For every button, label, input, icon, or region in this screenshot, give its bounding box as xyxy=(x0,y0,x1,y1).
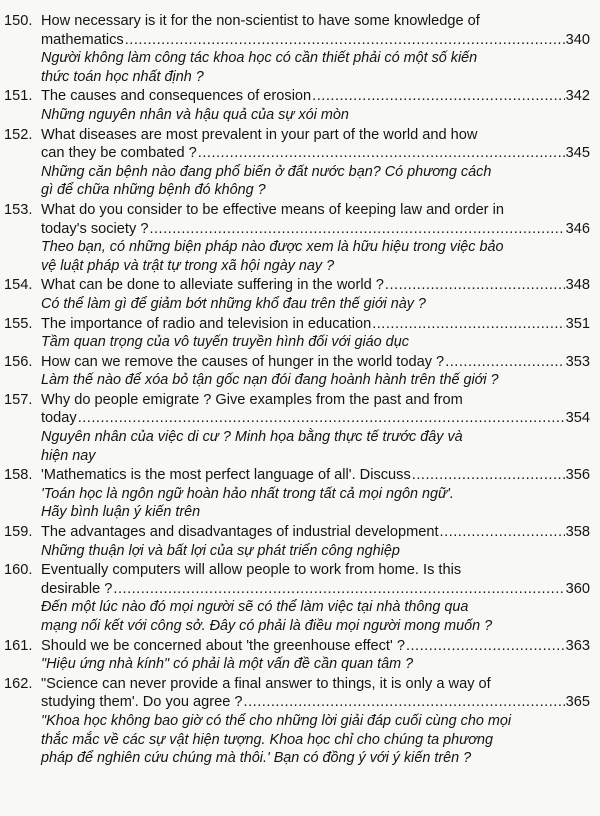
entry-title-text: today's society ? xyxy=(41,220,149,237)
toc-entry xyxy=(4,201,590,275)
entry-title-line xyxy=(4,201,590,220)
entry-translation: Đến một lúc nào đó mọi người sẽ có thể làm việc tại nhà thông qua xyxy=(41,599,469,616)
entry-title-text: How can we remove the causes of hunger in the world today ? xyxy=(41,353,445,370)
dot-leader xyxy=(125,31,565,50)
dot-leader xyxy=(78,409,565,428)
page-number: 351 xyxy=(565,315,590,332)
page-number: 346 xyxy=(565,220,590,237)
dot-leader xyxy=(372,315,564,334)
toc-entry xyxy=(4,561,590,635)
toc-entry xyxy=(4,276,590,313)
dot-leader xyxy=(412,466,565,485)
entry-title-text: Why do people emigrate ? Give examples from the past and from xyxy=(41,391,463,408)
dot-leader xyxy=(406,637,565,656)
entry-title-text: can they be combated ? xyxy=(41,145,197,162)
entry-translation: Người không làm công tác khoa học có cần thiết phải có một số kiến xyxy=(41,50,478,67)
entry-title-line xyxy=(4,675,590,694)
entry-translation: vệ luật pháp và trật tự trong xã hội ngày nay ? xyxy=(41,257,335,274)
entry-title-text: How necessary is it for the non-scientist to have some knowledge of xyxy=(41,13,480,29)
entry-translation: Những căn bệnh nào đang phổ biến ở đất nước bạn? Có phương cách xyxy=(41,163,492,180)
toc-entry xyxy=(4,675,590,768)
dot-leader xyxy=(440,523,565,542)
entry-title-last-line xyxy=(4,693,590,712)
entry-title-last-line xyxy=(4,580,590,599)
entry-number: 156. xyxy=(4,353,33,370)
page-number: 345 xyxy=(565,145,590,162)
entry-title-text: The importance of radio and television in education xyxy=(41,315,372,332)
entry-number: 150. xyxy=(4,13,33,29)
entry-translation: Theo bạn, có những biện pháp nào được xem là hữu hiệu trong việc bảo xyxy=(41,239,504,256)
entry-title-text: The causes and consequences of erosion xyxy=(41,88,312,105)
entry-title-last-line xyxy=(4,353,590,372)
entry-title-last-line xyxy=(4,276,590,295)
entry-title-last-line xyxy=(4,409,590,428)
page-number: 342 xyxy=(565,88,590,105)
entry-translation: Làm thế nào để xóa bỏ tận gốc nạn đói đang hoành hành trên thế giới ? xyxy=(41,372,499,389)
entry-title-last-line xyxy=(4,87,590,106)
toc-entry xyxy=(4,637,590,674)
page-number: 340 xyxy=(565,31,590,48)
entry-translation: Nguyên nhân của việc di cư ? Minh họa bằng thực tế trước đây và xyxy=(41,429,463,446)
dot-leader xyxy=(385,276,565,295)
entry-number: 154. xyxy=(4,277,33,294)
page-number: 365 xyxy=(565,694,590,711)
entry-title-last-line xyxy=(4,144,590,163)
entry-title-last-line xyxy=(4,31,590,50)
dot-leader xyxy=(312,87,564,106)
entry-number: 162. xyxy=(4,675,33,692)
entry-translation: Những nguyên nhân và hậu quả của sự xói mòn xyxy=(41,106,349,123)
entry-number: 157. xyxy=(4,391,33,408)
entry-translation: mạng nối kết với công sở. Đây có phải là điều mọi người mong muốn ? xyxy=(41,618,493,634)
entry-title-line xyxy=(4,561,590,580)
entry-number: 158. xyxy=(4,467,33,484)
entry-title-text: What do you consider to be effective means of keeping law and order in xyxy=(41,201,504,218)
entry-title-text: Should we be concerned about 'the greenhouse effect' ? xyxy=(41,637,405,654)
entry-translation: hiện nay xyxy=(41,447,96,464)
toc-entry xyxy=(4,523,590,560)
toc-entry xyxy=(4,391,590,465)
dot-leader xyxy=(198,144,565,163)
entry-translation: thắc mắc về các sự vật hiện tượng. Khoa học chỉ cho chúng ta phương xyxy=(41,731,493,748)
entry-title-text: 'Mathematics is the most perfect language of all'. Discuss xyxy=(41,467,411,484)
entry-translation: Tầm quan trọng của vô tuyến truyền hình đối với giáo dục xyxy=(41,334,409,351)
entry-title-text: The advantages and disadvantages of industrial development xyxy=(41,524,439,541)
entry-translation: 'Toán học là ngôn ngữ hoàn hảo nhất trong tất cả mọi ngôn ngữ'. xyxy=(41,485,454,502)
toc-entry xyxy=(4,126,590,200)
toc-entry xyxy=(4,353,590,390)
entry-number: 151. xyxy=(4,88,33,105)
toc-entry xyxy=(4,466,590,522)
page-number: 360 xyxy=(565,580,590,597)
dot-leader xyxy=(244,693,565,712)
entry-title-text: "Science can never provide a final answer to things, it is only a way of xyxy=(41,675,491,692)
entry-translation: "Hiệu ứng nhà kính" có phải là một vấn đề cần quan tâm ? xyxy=(41,656,414,673)
entry-title-last-line xyxy=(4,637,590,656)
dot-leader xyxy=(445,353,564,372)
dot-leader xyxy=(149,220,564,239)
entry-title-last-line xyxy=(4,466,590,485)
page-number: 354 xyxy=(565,410,590,427)
page-number: 348 xyxy=(565,277,590,294)
entry-title-line xyxy=(4,12,590,31)
entry-title-line xyxy=(4,126,590,145)
entry-number: 161. xyxy=(4,637,33,654)
page-number: 353 xyxy=(565,353,590,370)
entry-number: 152. xyxy=(4,126,33,143)
toc-entry xyxy=(4,12,590,86)
entry-translation: "Khoa học không bao giờ có thể cho những lời giải đáp cuối cùng cho mọi xyxy=(41,712,512,729)
toc-entry xyxy=(4,87,590,124)
page-number: 356 xyxy=(565,467,590,484)
entry-translation: Có thể làm gì để giảm bớt những khổ đau trên thế giới này ? xyxy=(41,295,426,312)
entry-title-text: What can be done to alleviate suffering in the world ? xyxy=(41,277,384,294)
dot-leader xyxy=(113,580,564,599)
entry-number: 155. xyxy=(4,315,33,332)
entry-number: 153. xyxy=(4,201,33,218)
entry-title-text: mathematics xyxy=(41,31,124,48)
entry-translation: Những thuận lợi và bất lợi của sự phát triển công nghiệp xyxy=(41,542,400,559)
entry-number: 159. xyxy=(4,524,33,541)
entry-translation: Hãy bình luận ý kiến trên xyxy=(41,504,201,521)
entry-translation: thức toán học nhất định ? xyxy=(41,68,204,85)
entry-translation: pháp để nghiên cứu chúng mà thôi.' Bạn có đồng ý với ý kiến trên ? xyxy=(41,750,472,767)
entry-title-text: Eventually computers will allow people to work from home. Is this xyxy=(41,562,462,579)
entry-title-text: desirable ? xyxy=(41,580,113,597)
entry-title-line xyxy=(4,391,590,410)
entry-title-text: studying them'. Do you agree ? xyxy=(41,694,243,711)
entry-title-last-line xyxy=(4,315,590,334)
entry-number: 160. xyxy=(4,562,33,579)
entry-title-text: today xyxy=(41,410,77,427)
entry-title-last-line xyxy=(4,220,590,239)
entry-title-last-line xyxy=(4,523,590,542)
page-number: 363 xyxy=(565,637,590,654)
entry-title-text: What diseases are most prevalent in your part of the world and how xyxy=(41,126,478,143)
entry-translation: gì để chữa những bệnh đó không ? xyxy=(41,182,266,199)
toc-entry xyxy=(4,315,590,352)
page-number: 358 xyxy=(565,524,590,541)
